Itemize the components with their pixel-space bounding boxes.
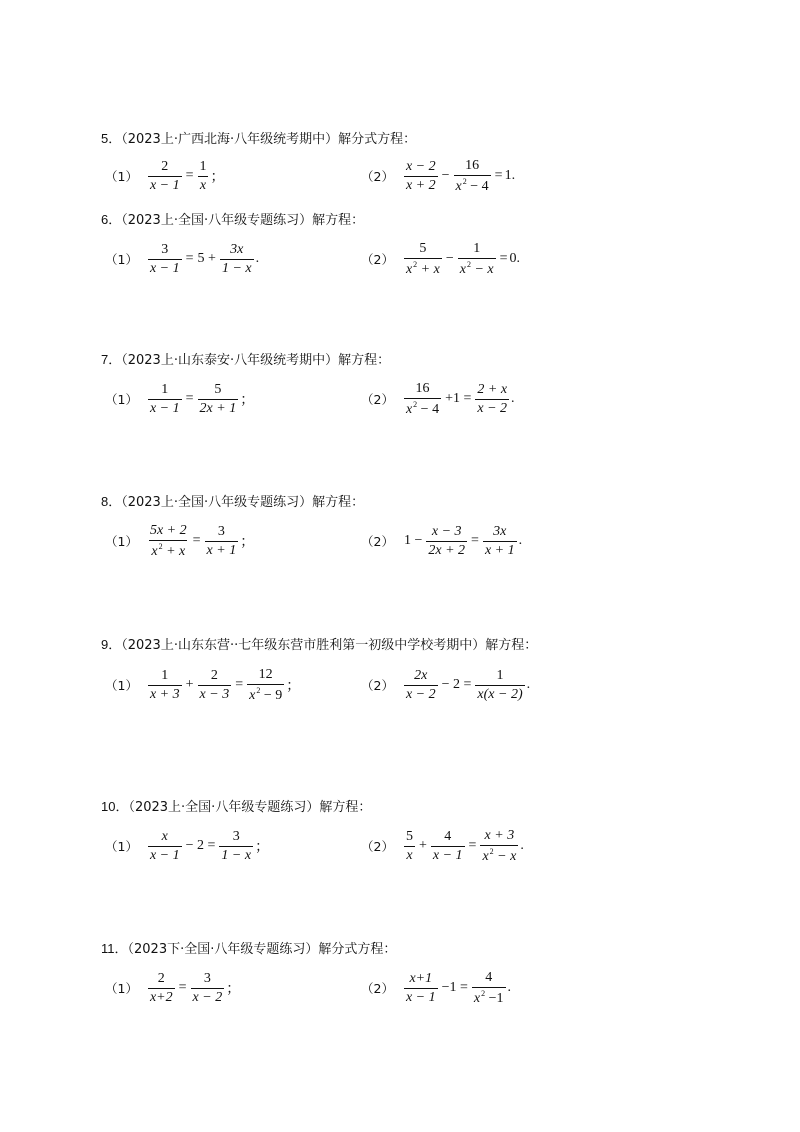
question-source: （2023上·全国·八年级专题练习）解方程： (128, 800, 372, 815)
q7-part-1 (105, 375, 254, 423)
question-5-heading (101, 131, 416, 148)
q5-part-1 (105, 152, 225, 200)
question-6-heading (101, 212, 364, 229)
question-source: （2023上·山东泰安·八年级统考期中）解方程： (121, 353, 391, 368)
part-label: （2） (361, 839, 394, 854)
question-source: （2023下·全国·八年级专题练习）解分式方程： (127, 942, 397, 957)
q8-part-1 (105, 517, 254, 565)
part-label: （2） (361, 678, 394, 693)
part-label: （1） (105, 678, 138, 693)
question-7-heading (101, 352, 390, 369)
equation: $\frac{1}{x + 3}$ + $\frac{2}{x - 3}$ = $\frac{12}{x^2 - 9}$ ； (149, 666, 301, 703)
question-8-heading (101, 494, 364, 511)
equation: $\frac{x - 2}{x + 2}$ − $\frac{16}{x^2 - 4}$ = 1 . (405, 157, 516, 194)
equation: $\frac{5}{x}$ + $\frac{4}{x - 1}$ = $\frac{x + 3}{x^2 - x}$ . (405, 827, 524, 864)
part-label: （2） (361, 981, 394, 996)
question-source: （2023上·全国·八年级专题练习）解方程： (121, 213, 365, 228)
equation: $\frac{3}{x - 1}$ = 5 + $\frac{3x}{1 - x}$ . (149, 241, 260, 276)
q7-part-2 (361, 375, 515, 423)
question-11-heading (101, 941, 396, 958)
part-label: （2） (361, 169, 394, 184)
part-label: （2） (361, 392, 394, 407)
part-label: （1） (105, 981, 138, 996)
q11-part-2 (361, 964, 511, 1012)
equation: $\frac{x}{x - 1}$ − 2 = $\frac{3}{1 - x}$ ； (149, 828, 270, 863)
fraction: $\frac{2}{x - 1}$ (149, 158, 180, 193)
q9-part-1 (105, 661, 300, 709)
part-label: （2） (361, 252, 394, 267)
q5-part-2 (361, 152, 515, 200)
q11-part-1 (105, 964, 240, 1012)
equation: $\frac{2}{x+2}$ = $\frac{3}{x - 2}$ ； (149, 970, 241, 1005)
question-number: 6． (101, 212, 122, 227)
equation: $\frac{16}{x^2 - 4}$ +1 = $\frac{2 + x}{x - 2}$ . (405, 380, 515, 417)
equation: $\frac{5x + 2}{x^2 + x}$ = $\frac{3}{x + 1}$ ； (149, 522, 255, 559)
fraction: $\frac{1}{x}$ (199, 158, 207, 193)
equation: $\frac{2x}{x - 2}$ − 2 = $\frac{1}{x(x - 2)}$ . (405, 667, 531, 702)
question-number: 11． (101, 941, 128, 956)
question-9-heading (101, 637, 537, 654)
equation: $\frac{1}{x - 1}$ = $\frac{5}{2x + 1}$ ； (149, 381, 255, 416)
question-source: （2023上·全国·八年级专题练习）解方程： (121, 495, 365, 510)
part-label: （1） (105, 839, 138, 854)
part-label: （1） (105, 534, 138, 549)
equation: $\frac{x+1}{x - 1}$ −1 = $\frac{4}{x^2 -1}$ . (405, 969, 512, 1006)
question-source: （2023上·山东东营··七年级东营市胜利第一初级中学校考期中）解方程： (121, 638, 538, 653)
part-label: （1） (105, 392, 138, 407)
question-10-heading (101, 799, 371, 816)
question-number: 8． (101, 494, 122, 509)
part-label: （1） (105, 169, 138, 184)
question-number: 10． (101, 799, 129, 814)
q6-part-1 (105, 235, 259, 283)
question-number: 5． (101, 131, 122, 146)
part-label: （1） (105, 252, 138, 267)
q6-part-2 (361, 235, 520, 283)
equation: 1 − $\frac{x - 3}{2x + 2}$ = $\frac{3x}{x + 1}$ . (403, 523, 523, 558)
q10-part-1 (105, 822, 269, 870)
equation: $\frac{2}{x - 1}$ = $\frac{1}{x}$ ； (149, 158, 225, 193)
question-source: （2023上·广西北海·八年级统考期中）解分式方程： (121, 132, 417, 147)
q9-part-2 (361, 661, 530, 709)
part-label: （2） (361, 534, 394, 549)
question-number: 7． (101, 352, 122, 367)
question-number: 9． (101, 637, 122, 652)
q8-part-2 (361, 517, 522, 565)
q10-part-2 (361, 822, 524, 870)
equation: $\frac{5}{x^2 + x}$ − $\frac{1}{x^2 - x}$ = 0 . (405, 240, 521, 277)
